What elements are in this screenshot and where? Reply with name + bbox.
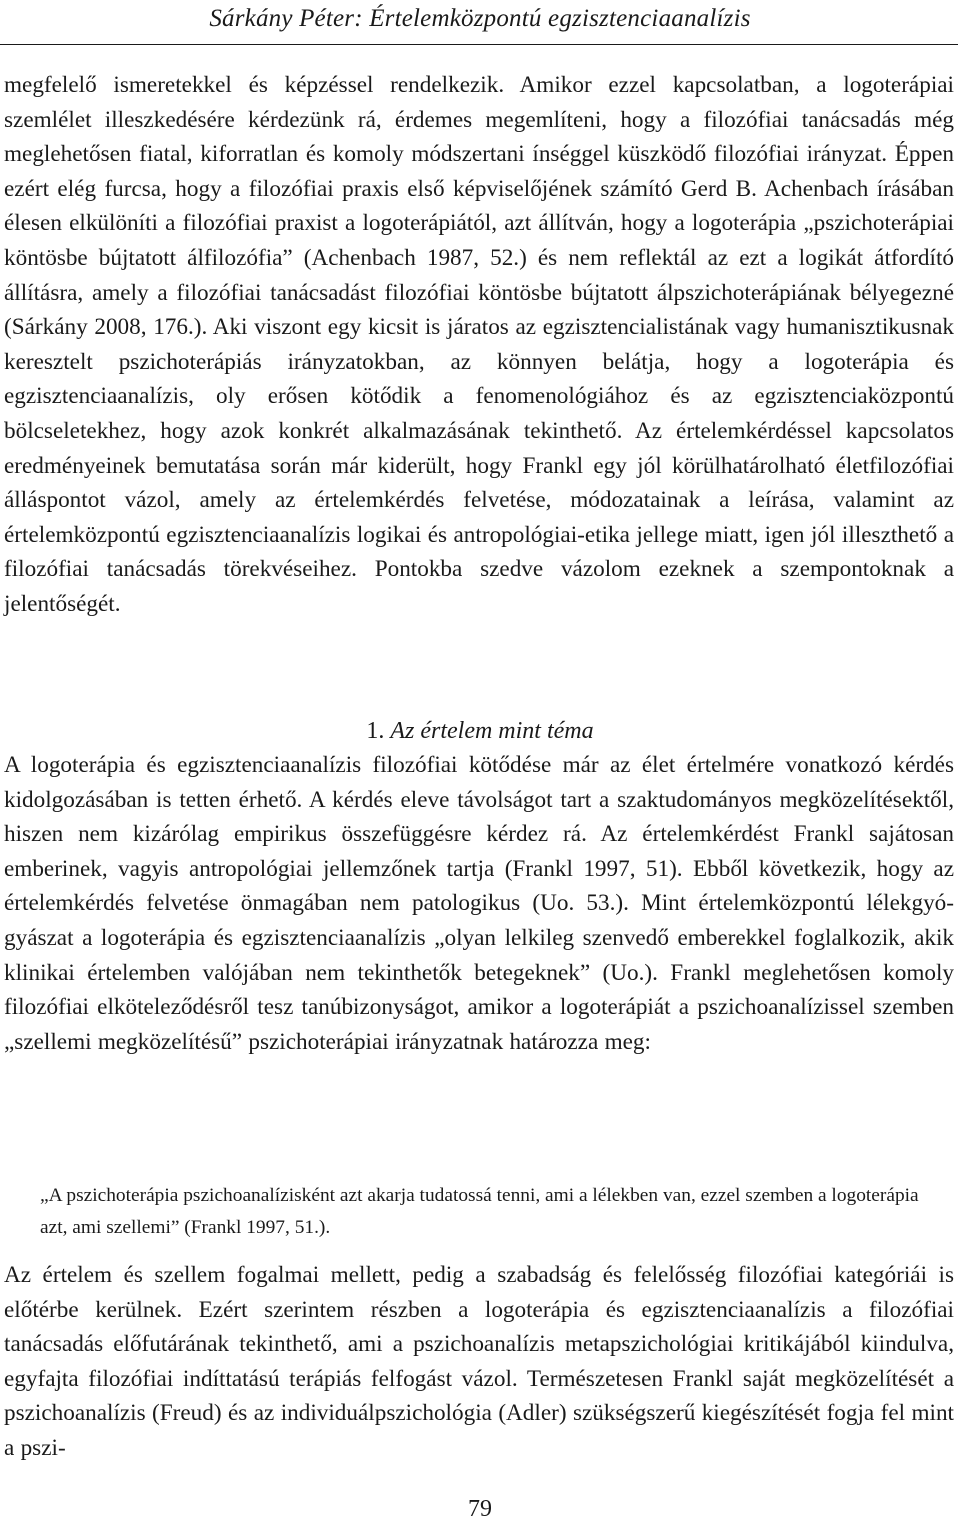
section-heading <box>0 713 960 749</box>
body-paragraph-2: A logoterápia és egzisztenciaanalízis filozófiai kötődése már az élet értelmére vonatkozó kérdés kidolgozásában is tetten érhető. A kérdés eleve távolságot tart a szaktudományos megközelítésektől, hiszen nem kizárólag empirikus összefüggésre kérdez rá. Az értelemkérdést Frankl sajátosan emberinek, vagyis antropológiai jellemzőnek tartja (Frankl 1997, 51). Ebből következik, hogy az értelemkérdés felvetése önmagában nem patologikus (Uo. 53.). Mint értelemközpontú lélekgyógyászat a logoterápia és egzisztenciaanalízis „olyan lelkileg szenvedő emberekkel foglalkozik, akik klinikai értelemben valójában nem tekinthetők betegeknek” (Uo.). Frankl meglehetősen komoly filozófiai elköteleződésről tesz tanúbizonyságot, amikor a logoterápiát a pszichoanalízissel szemben „szellemi megközelítésű” pszichoterápiai irányzatnak határozza meg: <box>4 752 954 1055</box>
body-paragraph-1: megfelelő ismeretekkel és képzéssel rendelkezik. Amikor ezzel kapcsolatban, a logoterápiai szemlélet illeszkedésére kérdezünk rá, érdemes megemlíteni, hogy a filozófiai tanácsadás még meglehetősen fiatal, kiforratlan és komoly módszertani ínséggel küszködő filozófiai irányzat. Éppen ezért elég furcsa, hogy a filozófiai praxis első képviselőjének számító Gerd B. Achenbach írásában élesen elkülöníti a filozófiai praxist a logoterápiától, azt állítván, hogy a logoterápia „pszichoterápiai köntösbe bújtatott álfilozófia” (Achenbach 1987, 52.) és nem reflektál az ezt a logikát átfordító állításra, amely a filozófiai tanácsadást filozófiai köntösbe bújtatott álpszichoterápiának bélyegezné (Sárkány 2008, 176.). Aki viszont egy kicsit is járatos az egzisztencialistának vagy humanisztikusnak keresztelt pszichoterápiás irányzatokban, az könnyen belátja, hogy a logoterápia és egzisztenciaanalízis, oly erősen kötődik a fenomenológiához és az egzisztenciaközpontú bölcseletekhez, hogy azok konkrét alkalmazásának tekinthető. Az értelemkérdéssel kapcsolatos eredményeinek bemutatása során már kiderült, hogy Frankl egy jól körülhatárolható életfilozófiai álláspontot vázol, amely az értelemkérdés felvetése, módozatainak a leírása, valamint az értelemközpontú egzisztenciaanalízis logikai és antropológiai-etika jellege miatt, igen jól illeszthető a filozófiai tanácsadás törekvéseihez. Pontokba szedve vázolom ezeknek a szempontoknak a jelentőségét. <box>4 72 954 617</box>
running-head: Sárkány Péter: Értelemközpontú egzisztenciaanalízis <box>209 5 751 32</box>
section-number: 1. <box>366 718 385 744</box>
header-rule <box>0 44 958 45</box>
body-paragraph-3: Az értelem és szellem fogalmai mellett, pedig a szabadság és felelősség filozófiai kategóriái is előtérbe kerülnek. Ezért szerintem részben a logoterápia és egzisztenciaanalízis a filozófiai tanácsadás előfutárának tekinthető, ami a pszichoanalízis metapszichológiai kritikájából kiindulva, egyfajta filozófiai indíttatású terápiás felfogást vázol. Természetesen Frankl saját megközelítését a pszichoanalízis (Freud) és az individuálpszichológia (Adler) szükségszerű kiegészítését fogja fel mint a pszi- <box>4 1262 954 1461</box>
page-number: 79 <box>468 1496 492 1522</box>
block-quote: „A pszichoterápia pszichoanalízisként azt akarja tudatossá tenni, ami a lélekben van, ezzel szemben a logoterápia azt, ami szellemi” (Frankl 1997, 51.). <box>40 1185 919 1238</box>
section-title: Az értelem mint téma <box>390 718 594 744</box>
